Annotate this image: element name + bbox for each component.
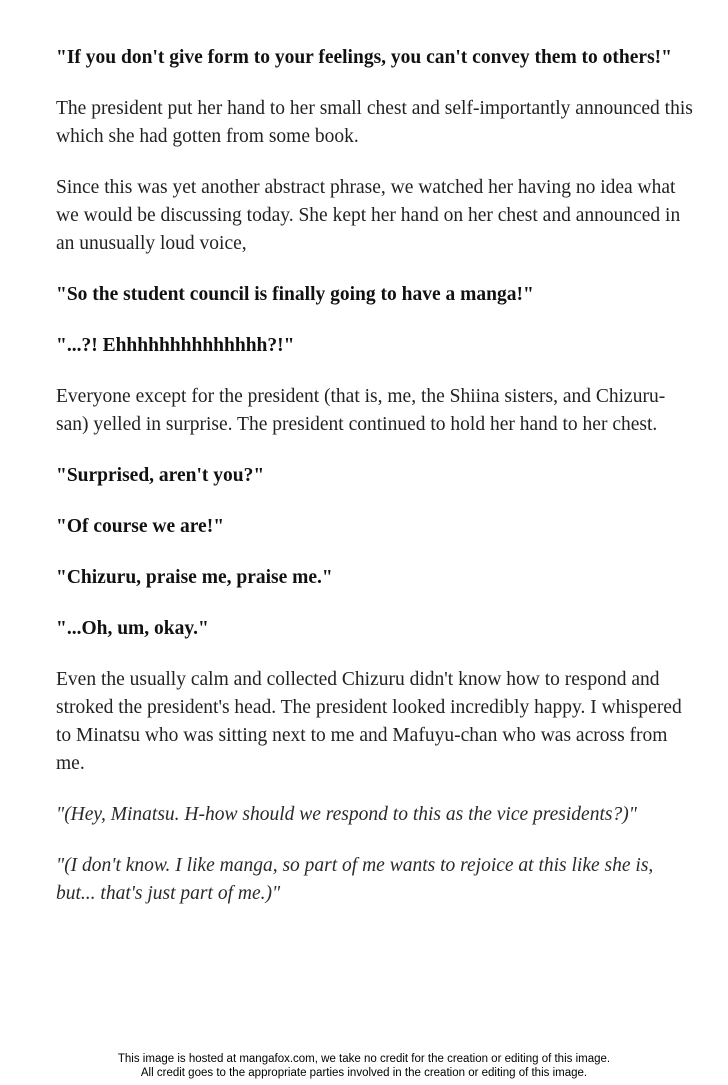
narration-paragraph: Everyone except for the president (that is, me, the Shiina sisters, and Chizuru-san) yelled in surprise. The president continued to hold her hand to her chest. <box>56 386 666 435</box>
dialogue-line: "So the student council is finally going to have a manga!" <box>56 284 534 305</box>
dialogue-line: "...?! Ehhhhhhhhhhhhhh?!" <box>56 335 295 356</box>
dialogue-line: "Surprised, aren't you?" <box>56 465 265 486</box>
hosting-credit-footer <box>0 1052 728 1080</box>
footer-line-hosted: This image is hosted at mangafox.com, we take no credit for the creation or editing of this image. <box>117 1053 611 1065</box>
whisper-line: "(Hey, Minatsu. H-how should we respond to this as the vice presidents?)" <box>56 804 637 825</box>
whisper-line: "(I don't know. I like manga, so part of me wants to rejoice at this like she is, but... that's just part of me.)" <box>56 855 654 904</box>
dialogue-line: "Of course we are!" <box>56 516 225 537</box>
narration-paragraph: Even the usually calm and collected Chizuru didn't know how to respond and stroked the president's head. The president looked incredibly happy. I whispered to Minatsu who was sitting next to me and Mafuyu-chan who was across from me. <box>56 669 682 774</box>
document-body <box>56 44 696 908</box>
footer-line-credit: All credit goes to the appropriate parties involved in the creation or editing of this image. <box>140 1067 588 1079</box>
dialogue-line: "If you don't give form to your feelings, you can't convey them to others!" <box>56 47 672 68</box>
dialogue-line: "Chizuru, praise me, praise me." <box>56 567 333 588</box>
narration-paragraph: Since this was yet another abstract phrase, we watched her having no idea what we would be discussing today. She kept her hand on her chest and announced in an unusually loud voice, <box>56 177 681 254</box>
dialogue-line: "...Oh, um, okay." <box>56 618 209 639</box>
narration-paragraph: The president put her hand to her small chest and self-importantly announced this which she had gotten from some book. <box>56 98 693 147</box>
